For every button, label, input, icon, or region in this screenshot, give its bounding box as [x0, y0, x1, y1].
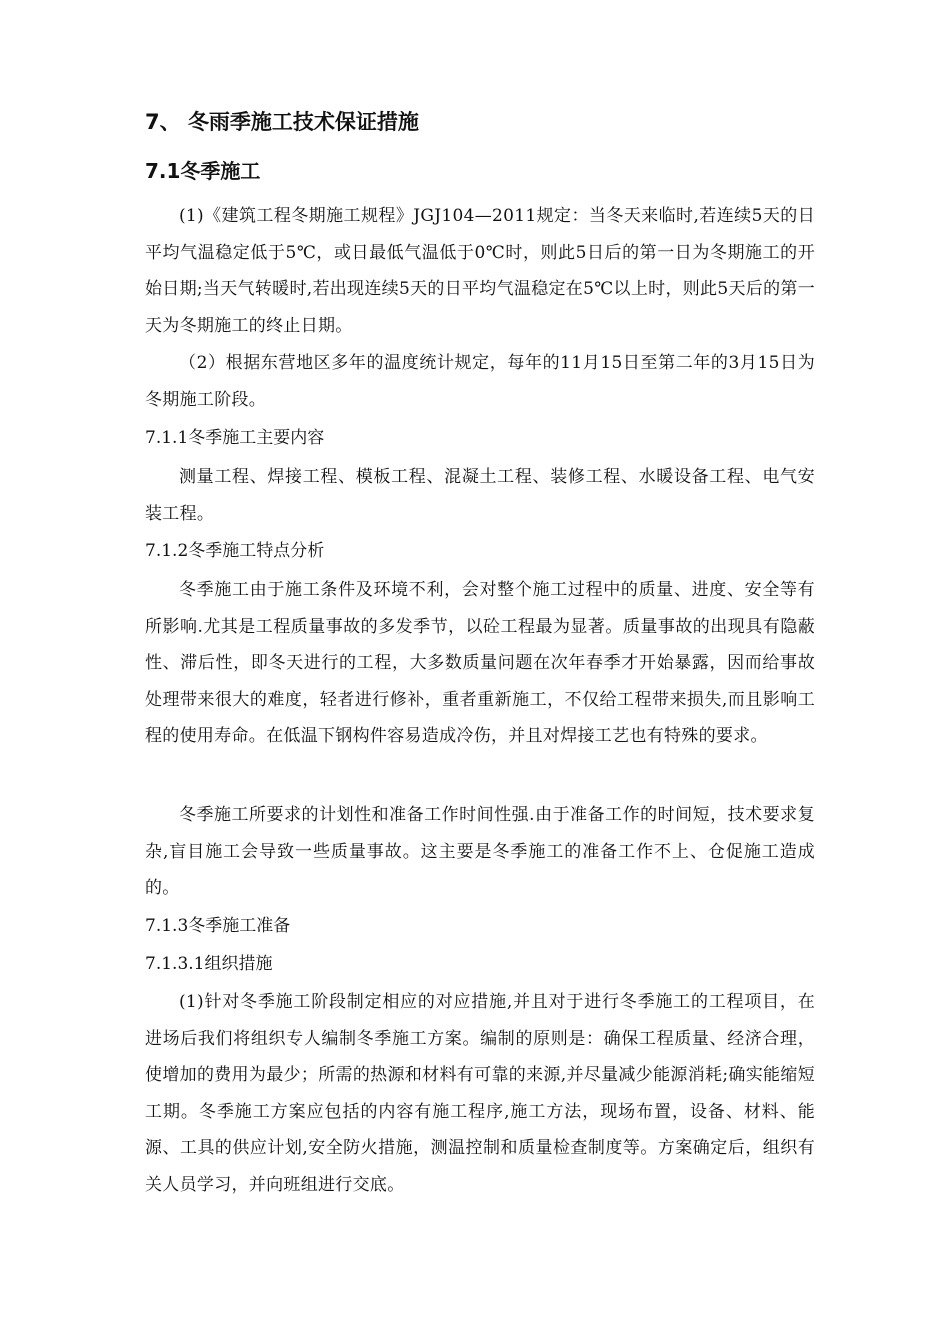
- section-heading-7-1-3-1: 7.1.3.1组织措施: [145, 954, 273, 974]
- paragraph-characteristics: 冬季施工由于施工条件及环境不利，会对整个施工过程中的质量、进度、安全等有所影响.尤其是工程质量事故的多发季节，以砼工程最为显著。质量事故的出现具有隐蔽性、滞后性，即冬天进行的工程，大多数质量问题在次年春季才开始暴露，因而给事故处理带来很大的难度，轻者进行修补，重者重新施工，不仅给工程带来损失,而且影响工程的使用寿命。在低温下钢构件容易造成冷伤，并且对焊接工艺也有特殊的要求。: [145, 580, 815, 747]
- section-heading-7-1-2: 7.1.2冬季施工特点分析: [145, 541, 325, 561]
- paragraph-winter-period-definition: (1)《建筑工程冬期施工规程》JGJ104—2011规定：当冬天来临时,若连续5天的日平均气温稳定低于5℃，或日最低气温低于0℃时，则此5日后的第一日为冬期施工的开始日期;当天气转暖时,若出现连续5天的日平均气温稳定在5℃以上时，则此5天后的第一天为冬期施工的终止日期。: [145, 206, 815, 336]
- section-heading-7: 7、 冬雨季施工技术保证措施: [145, 110, 419, 134]
- section-heading-7-1-1: 7.1.1冬季施工主要内容: [145, 428, 325, 448]
- paragraph-planning: 冬季施工所要求的计划性和准备工作时间性强.由于准备工作的时间短，技术要求复杂,盲目施工会导致一些质量事故。这主要是冬季施工的准备工作不上、仓促施工造成的。: [145, 805, 815, 899]
- section-heading-7-1-3: 7.1.3冬季施工准备: [145, 916, 291, 936]
- paragraph-main-contents: 测量工程、焊接工程、模板工程、混凝土工程、装修工程、水暖设备工程、电气安装工程。: [145, 467, 815, 524]
- section-heading-7-1: 7.1冬季施工: [145, 159, 261, 183]
- paragraph-organization-measures: (1)针对冬季施工阶段制定相应的对应措施,并且对于进行冬季施工的工程项目，在进场后我们将组织专人编制冬季施工方案。编制的原则是：确保工程质量、经济合理，使增加的费用为最少；所需的热源和材料有可靠的来源,并尽量减少能源消耗;确实能缩短工期。冬季施工方案应包括的内容有施工程序,施工方法，现场布置，设备、材料、能源、工具的供应计划,安全防火措施，测温控制和质量检查制度等。方案确定后，组织有关人员学习，并向班组进行交底。: [145, 992, 815, 1195]
- paragraph-dongying-period: （2）根据东营地区多年的温度统计规定，每年的11月15日至第二年的3月15日为冬期施工阶段。: [145, 353, 815, 410]
